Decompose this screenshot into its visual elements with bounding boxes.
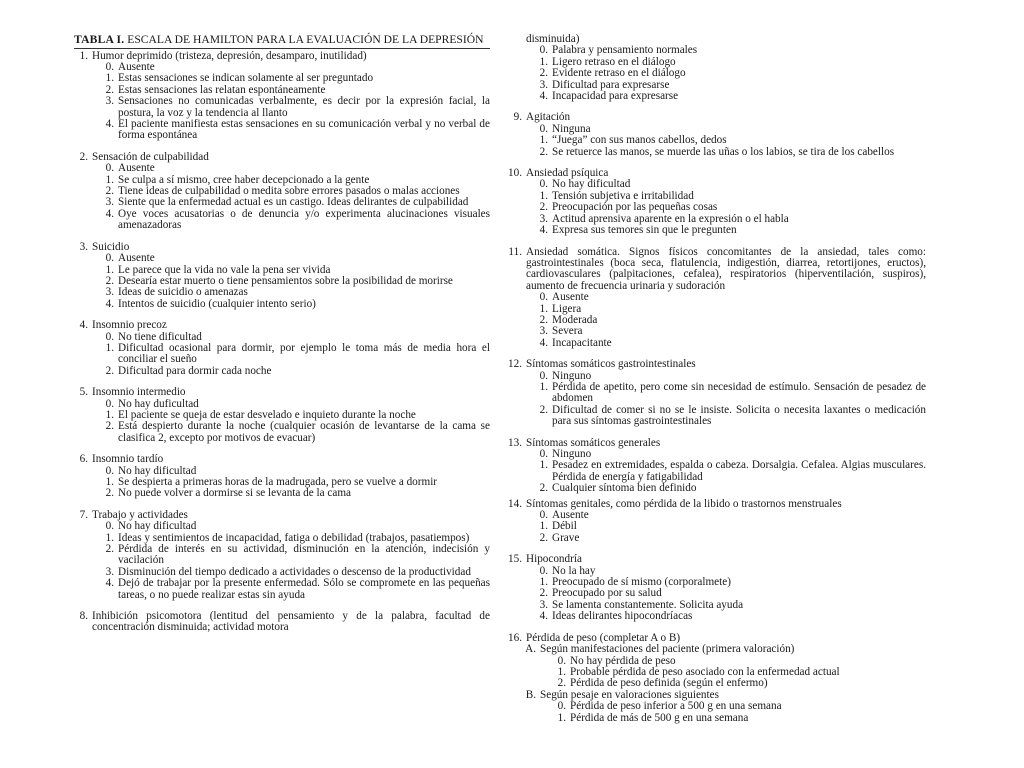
item-number: 2. <box>539 201 548 214</box>
item-number: 2. <box>539 313 548 326</box>
score-option <box>74 578 490 601</box>
item-heading <box>508 554 926 565</box>
score-option <box>508 405 926 428</box>
item-number: 0. <box>557 654 566 667</box>
item-number: 3. <box>539 598 548 611</box>
item-text: Actitud aprensiva aparente en la expresión o el habla <box>552 212 789 225</box>
table-title <box>74 34 490 49</box>
item-number: 4. <box>539 336 548 349</box>
item-number: 1. <box>557 711 566 724</box>
item-text: Dejó de trabajar por la presente enfermedad. Sólo se compromete en las pequeñas tareas, o no puede realizar estas sin ayuda <box>118 577 490 601</box>
item-text: Incapacidad para expresarse <box>552 90 679 103</box>
item-text: Grave <box>552 531 580 544</box>
score-option <box>508 225 926 236</box>
item-number: 11. <box>508 245 522 258</box>
item-number: 0. <box>105 330 114 343</box>
item-text: Ansiedad somática. Signos físicos concomitantes de la ansiedad, tales como: gastrointestinales (boca seca, flatulencia, indigestión, diarrea, retortijones, eructos), cardiovasculares (palpitaciones, cefalea), respiratorios (hiperventilación, suspiros), aumento de frecuencia urinaria y sudoración <box>526 245 926 292</box>
scale-item <box>74 387 490 444</box>
score-option <box>508 611 926 622</box>
item-number: 0. <box>539 44 548 57</box>
item-number: 1. <box>105 341 114 354</box>
score-option <box>508 338 926 349</box>
item-text: Según pesaje en valoraciones siguientes <box>540 688 719 701</box>
item-number: 3. <box>539 325 548 338</box>
score-option <box>74 209 490 232</box>
score-option <box>74 366 490 377</box>
item-number: 0. <box>105 162 114 175</box>
item-text: Pérdida de peso (completar A o B) <box>526 631 681 644</box>
item-heading <box>74 611 490 634</box>
item-text: Ansiedad psíquica <box>526 167 609 180</box>
item-text: Ideas delirantes hipocondríacas <box>552 610 693 623</box>
item-number: 2. <box>105 364 114 377</box>
item-text: Se despierta a primeras horas de la madrugada, pero se vuelve a dormir <box>118 476 438 488</box>
scale-item <box>508 359 926 427</box>
score-option <box>508 292 926 303</box>
item-number: 3. <box>79 240 88 253</box>
item-text: Se retuerce las manos, se muerde las uñas o los labios, se tira de los cabellos <box>552 145 895 158</box>
item-number: 3. <box>105 286 114 299</box>
item-number: 0. <box>539 291 548 304</box>
item-number: 4. <box>539 224 548 237</box>
item-number: 16. <box>508 631 522 644</box>
item-number: 0. <box>105 464 114 477</box>
item-text: Ausente <box>552 509 589 522</box>
item-text: “Juega” con sus manos cabellos, dedos <box>552 134 727 147</box>
item-text: Expresa sus temores sin que le pregunten <box>552 224 737 237</box>
item-text: Síntomas somáticos generales <box>526 436 661 449</box>
item-heading <box>74 387 490 398</box>
item-text: Ideas y sentimientos de incapacidad, fatiga o debilidad (trabajos, pasatiempos) <box>118 531 470 544</box>
item-text: Estas sensaciones las relatan espontáneamente <box>118 83 326 96</box>
item-heading-continued: disminuida) <box>526 33 580 45</box>
item-text: No hay dificultad <box>118 464 197 477</box>
item-number: 1. <box>539 189 548 202</box>
item-number: 3. <box>105 565 114 578</box>
score-option <box>508 701 926 712</box>
item-number: 14. <box>508 497 522 510</box>
item-number: 1. <box>105 263 114 276</box>
item-number: 4. <box>105 577 114 590</box>
item-text: No tiene dificultad <box>118 330 202 343</box>
item-number: 3. <box>539 78 548 91</box>
score-option <box>508 91 926 102</box>
item-text: Incapacitante <box>552 336 612 349</box>
scale-item <box>508 247 926 350</box>
item-text: Preocupado por su salud <box>552 587 662 600</box>
item-number: 13. <box>508 436 522 449</box>
item-text: Síntomas somáticos gastrointestinales <box>526 358 696 371</box>
item-number: 2. <box>539 482 548 495</box>
item-text: No hay pérdida de peso <box>570 654 676 667</box>
score-option <box>74 544 490 567</box>
item-number: 2. <box>539 531 548 544</box>
score-option <box>74 488 490 499</box>
scale-item <box>508 168 926 236</box>
item-text: Desearía estar muerto o tiene pensamientos sobre la posibilidad de morirse <box>118 274 453 287</box>
item-number: 2. <box>539 145 548 158</box>
item-text: Moderada <box>552 313 598 326</box>
item-text: Cualquier síntoma bien definido <box>552 482 697 495</box>
item-number: 2. <box>79 150 88 163</box>
item-text: Pérdida de interés en su actividad, disminución en la atención, indecisión y vacilación <box>118 543 490 567</box>
item-text: El paciente manifiesta estas sensaciones en su comunicación verbal y no verbal de forma espontánea <box>118 118 490 142</box>
item-text: Ninguno <box>552 369 592 382</box>
score-option <box>508 68 926 79</box>
scale-item <box>508 499 926 545</box>
subsection-heading <box>508 644 926 655</box>
item-text: Se culpa a sí mismo, cree haber decepcionado a la gente <box>118 173 370 186</box>
scale-item <box>74 454 490 500</box>
item-text: Humor deprimido (tristeza, depresión, desamparo, inutilidad) <box>92 49 367 62</box>
item-text: Según manifestaciones del paciente (primera valoración) <box>540 643 795 656</box>
item-text: Dificultad para expresarse <box>552 78 670 91</box>
item-number: 0. <box>539 369 548 382</box>
item-number: 0. <box>539 178 548 191</box>
item-number: 12. <box>508 358 522 371</box>
score-option <box>508 147 926 158</box>
item-number: 0. <box>557 700 566 713</box>
item-number: 2. <box>539 587 548 600</box>
item-number: 1. <box>539 55 548 68</box>
item-number: 3. <box>539 212 548 225</box>
item-text: Débil <box>552 520 577 533</box>
item-text: Pérdida de más de 500 g en una semana <box>570 711 749 724</box>
score-option <box>74 163 490 174</box>
right-column <box>508 34 926 734</box>
item-text: Insomnio precoz <box>92 319 167 332</box>
item-number: 1. <box>539 459 548 472</box>
item-number: 1. <box>539 380 548 393</box>
item-text: No puede volver a dormirse si se levanta de la cama <box>118 487 351 500</box>
scale-item <box>508 633 926 724</box>
item-text: No hay dificultad <box>118 520 197 533</box>
item-number: 4. <box>539 610 548 623</box>
item-number: 1. <box>539 576 548 589</box>
scale-item <box>74 152 490 232</box>
item-text: Trabajo y actividades <box>92 508 188 521</box>
scale-item <box>508 34 926 102</box>
item-text: Evidente retraso en el diálogo <box>552 67 686 80</box>
item-number: 2. <box>557 677 566 690</box>
item-text: Le parece que la vida no vale la pena ser vivida <box>118 263 331 276</box>
score-option <box>508 713 926 724</box>
item-text: Siente que la enfermedad actual es un castigo. Ideas delirantes de culpabilidad <box>118 196 469 209</box>
item-number: 9. <box>513 111 522 124</box>
item-text: El paciente se queja de estar desvelado e inquieto durante la noche <box>118 408 416 421</box>
item-text: Ligera <box>552 302 582 315</box>
item-text: Pérdida de apetito, pero come sin necesidad de estímulo. Sensación de pesadez de abdomen <box>552 380 926 405</box>
item-number: 0. <box>539 448 548 460</box>
item-text: Probable pérdida de peso asociado con la enfermedad actual <box>570 665 840 678</box>
item-text: Se lamenta constantemente. Solicita ayuda <box>552 598 744 611</box>
item-number: 10. <box>508 167 522 180</box>
item-number: 1. <box>105 476 114 488</box>
item-text: Sensación de culpabilidad <box>92 150 209 163</box>
item-text: Dificultad ocasional para dormir, por ejemplo le toma más de media hora el conciliar el sueño <box>118 341 490 366</box>
item-number: 0. <box>539 509 548 522</box>
item-text: Insomnio tardío <box>92 453 164 466</box>
item-number: 0. <box>539 122 548 135</box>
item-number: 3. <box>105 95 114 108</box>
score-option <box>74 119 490 142</box>
score-option <box>74 343 490 366</box>
scale-item <box>74 320 490 377</box>
item-heading <box>74 320 490 331</box>
scale-item <box>74 611 490 634</box>
item-number: 7. <box>79 508 88 521</box>
item-text: Dificultad de comer si no se le insiste. Solicita o necesita laxantes o medicación para sus síntomas gastrointestinales <box>552 403 926 428</box>
score-option <box>74 421 490 444</box>
item-number: 2. <box>105 487 114 500</box>
score-option <box>74 96 490 119</box>
item-text: Intentos de suicidio (cualquier intento serio) <box>118 297 316 310</box>
item-text: Agitación <box>526 111 571 124</box>
item-text: Síntomas genitales, como pérdida de la libido o trastornos menstruales <box>526 497 842 510</box>
item-number: 0. <box>105 397 114 410</box>
item-number: 2. <box>539 67 548 80</box>
score-option <box>74 287 490 298</box>
item-number: 2. <box>105 543 114 556</box>
item-number: 0. <box>105 252 114 265</box>
scale-item <box>74 242 490 310</box>
item-number: 4. <box>79 319 88 332</box>
score-option <box>508 382 926 405</box>
item-number: 2. <box>105 185 114 198</box>
score-option <box>508 483 926 494</box>
item-number: 1. <box>539 134 548 147</box>
item-text: Ninguna <box>552 122 591 135</box>
item-text: Tensión subjetiva e irritabilidad <box>552 189 694 202</box>
item-number: 3. <box>105 196 114 209</box>
table-label: TABLA I. <box>74 33 125 46</box>
item-number: 2. <box>105 420 114 433</box>
score-option <box>74 253 490 264</box>
item-number: 0. <box>105 520 114 533</box>
item-text: No hay dificultad <box>552 178 631 191</box>
scale-item <box>74 510 490 601</box>
item-number: 1. <box>105 173 114 186</box>
item-text: Ausente <box>118 252 155 265</box>
scale-item <box>508 438 926 495</box>
item-text: Ausente <box>118 162 155 175</box>
item-text: Ligero retraso en el diálogo <box>552 55 676 68</box>
item-text: Severa <box>552 325 583 338</box>
item-heading <box>74 454 490 465</box>
item-number: 1. <box>539 520 548 533</box>
item-number: A. <box>525 643 536 656</box>
item-text: Suicidio <box>92 240 130 253</box>
item-number: 6. <box>79 453 88 466</box>
item-number: 2. <box>105 83 114 96</box>
item-number: 1. <box>79 49 88 62</box>
item-number: 4. <box>105 118 114 131</box>
item-number: 0. <box>539 564 548 577</box>
item-text: Ausente <box>118 61 155 73</box>
item-text: Está despierto durante la noche (cualquier ocasión de levantarse de la cama se clasifica 2, excepto por motivos de evacuar) <box>118 420 490 444</box>
item-number: 4. <box>105 207 114 220</box>
left-column <box>74 34 490 644</box>
scale-item <box>508 112 926 158</box>
score-option <box>508 678 926 689</box>
item-number: 1. <box>557 665 566 678</box>
item-number: 0. <box>105 61 114 73</box>
score-option <box>508 533 926 544</box>
item-number: 15. <box>508 553 522 566</box>
item-heading <box>508 359 926 370</box>
item-text: Preocupado de sí mismo (corporalmete) <box>552 576 731 589</box>
item-text: Oye voces acusatorias o de denuncia y/o experimenta alucinaciones visuales amenazadoras <box>118 207 490 232</box>
item-number: 4. <box>539 90 548 103</box>
item-text: Pesadez en extremidades, espalda o cabeza. Dorsalgia. Cefalea. Algias musculares. Pérdida de energía y fatigabilidad <box>552 459 926 483</box>
item-text: Disminución del tiempo dedicado a actividades o descenso de la productividad <box>118 565 471 578</box>
scale-item <box>508 554 926 622</box>
item-number: 2. <box>105 274 114 287</box>
item-text: Ideas de suicidio o amenazas <box>118 286 248 299</box>
item-number: 4. <box>105 297 114 310</box>
item-text: Estas sensaciones se indican solamente al ser preguntado <box>118 72 374 85</box>
item-text: Palabra y pensamiento normales <box>552 44 698 57</box>
item-number: 1. <box>105 72 114 85</box>
table-title-text: ESCALA DE HAMILTON PARA LA EVALUACIÓN DE LA DEPRESIÓN <box>127 33 484 46</box>
item-text: Ausente <box>552 291 589 304</box>
item-text: No hay duficultad <box>118 397 199 410</box>
score-option <box>74 299 490 310</box>
score-option <box>74 521 490 532</box>
item-text: Pérdida de peso definida (según el enfermo) <box>570 677 768 690</box>
item-number: 5. <box>79 386 88 399</box>
item-text: Tiene ideas de culpabilidad o medita sobre errores pasados o malas acciones <box>118 185 460 198</box>
score-option <box>508 135 926 146</box>
item-text: Ninguno <box>552 448 592 460</box>
score-option <box>508 460 926 483</box>
item-text: Hipocondría <box>526 553 582 566</box>
item-text: Pérdida de peso inferior a 500 g en una semana <box>570 700 782 713</box>
scale-item <box>74 51 490 142</box>
score-option <box>508 202 926 213</box>
item-number: 1. <box>539 302 548 315</box>
item-text: Insomnio intermedio <box>92 386 186 399</box>
item-text: No la hay <box>552 564 596 577</box>
item-heading <box>508 247 926 293</box>
item-text: Dificultad para dormir cada noche <box>118 364 272 377</box>
item-number: 2. <box>539 403 548 416</box>
item-number: 8. <box>79 610 88 623</box>
item-number: 1. <box>105 531 114 544</box>
item-text: Preocupación por las pequeñas cosas <box>552 201 718 214</box>
item-number: 1. <box>105 408 114 421</box>
item-number: B. <box>525 688 536 701</box>
item-text: Inhibición psicomotora (lentitud del pensamiento y de la palabra, facultad de concentración disminuida; actividad motora <box>92 610 490 634</box>
item-text: Sensaciones no comunicadas verbalmente, es decir por la expresión facial, la postura, la voz y la tendencia al llanto <box>118 95 490 119</box>
